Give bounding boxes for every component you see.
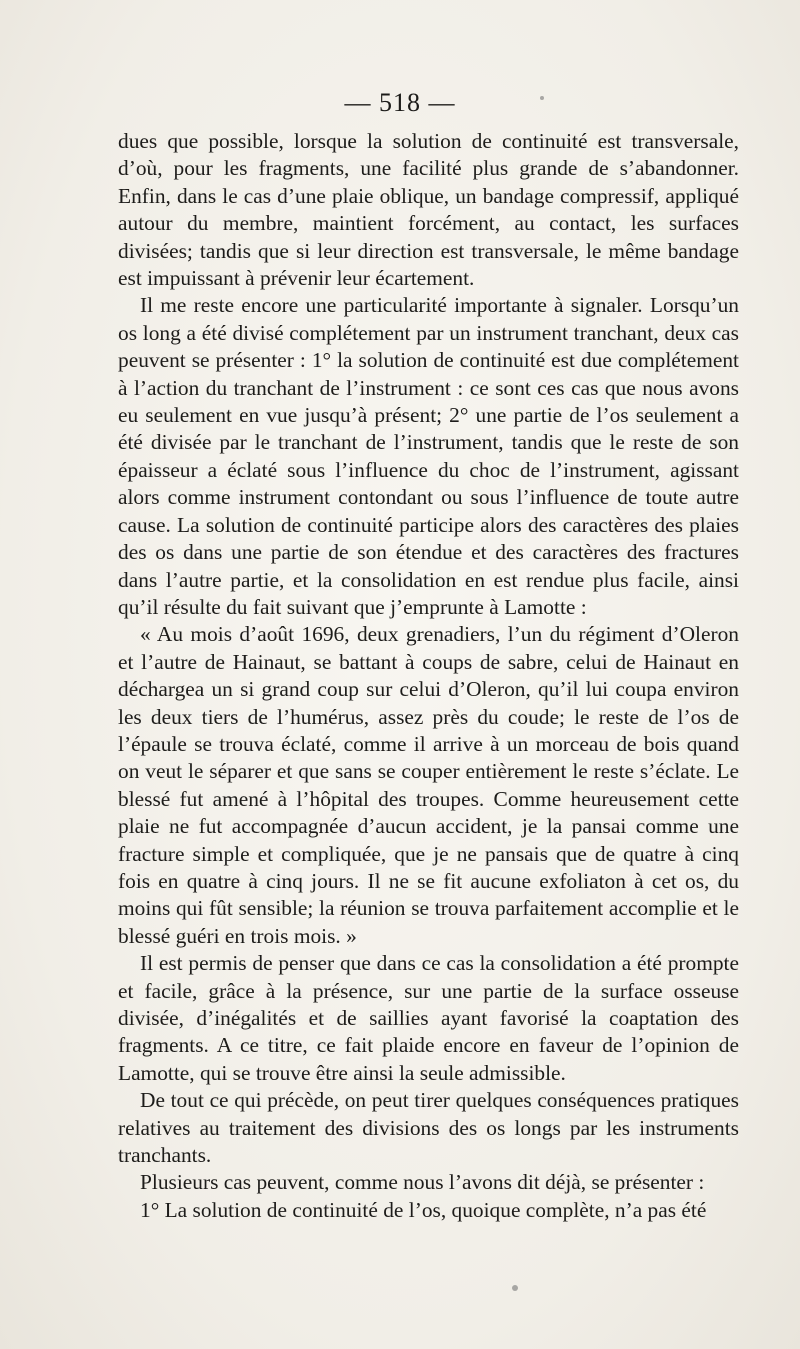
paragraph-2: Il me reste encore une particularité importante à signaler. Lorsqu’un os long a été divisé complétement par un instrument tranchant, deux cas peuvent se présenter : 1° la solution de continuité est due complétement à l’action du tranchant de l’instrument : ce sont ces cas que nous avons eu seulement en vue jusqu’à présent; 2° une partie de l’os seulement a été divisée par le tranchant de l’instrument, tandis que le reste de son épaisseur a éclaté sous l’influence du choc de l’instrument, agissant alors comme instrument contondant ou sous l’influence de toute autre cause. La solution de continuité participe alors des caractères des plaies des os dans une partie de son étendue et des caractères des fractures dans l’autre partie, et la consolidation en est rendue plus facile, ainsi qu’il résulte du fait suivant que j’emprunte à Lamotte : [118, 293, 739, 619]
paper-speck [540, 96, 544, 100]
paper-speck [512, 1285, 518, 1291]
paragraph-7: 1° La solution de continuité de l’os, quoique complète, n’a pas été [140, 1197, 707, 1222]
page-number: — 518 — [344, 88, 456, 117]
body-text [118, 128, 739, 1224]
paragraph-4: Il est permis de penser que dans ce cas la consolidation a été prompte et facile, grâce à la présence, sur une partie de la surface osseuse divisée, d’inégalités et de saillies ayant favorisé la coaptation des fragments. A ce titre, ce fait plaide encore en faveur de l’opinion de Lamotte, qui se trouve être ainsi la seule admissible. [118, 951, 739, 1085]
paragraph-6: Plusieurs cas peuvent, comme nous l’avons dit déjà, se présenter : [140, 1170, 705, 1195]
paragraph-1: dues que possible, lorsque la solution de continuité est transversale, d’où, pour les fragments, une facilité plus grande de s’abandonner. Enfin, dans le cas d’une plaie oblique, un bandage compressif, appliqué autour du membre, maintient forcément, au contact, les surfaces divisées; tandis que si leur direction est transversale, le même bandage est impuissant à prévenir leur écartement. [118, 129, 739, 291]
paragraph-5: De tout ce qui précède, on peut tirer quelques conséquences pratiques relatives au traitement des divisions des os longs par les instruments tranchants. [118, 1088, 739, 1168]
quote-paragraph: « Au mois d’août 1696, deux grenadiers, l’un du régiment d’Oleron et l’autre de Hainaut, se battant à coups de sabre, celui de Hainaut en déchargea un si grand coup sur celui d’Oleron, qu’il lui coupa environ les deux tiers de l’humérus, assez près du coude; le reste de l’os de l’épaule se trouva éclaté, comme il arrive à un morceau de bois quand on veut le séparer et que sans se couper entièrement le reste s’éclate. Le blessé fut amené à l’hôpital des troupes. Comme heureusement cette plaie ne fut accompagnée d’aucun accident, je la pansai comme une fracture simple et compliquée, que je ne pansais que de quatre à cinq fois en quatre à cinq jours. Il ne se fit aucune exfoliaton à cet os, du moins qui fût sensible; la réunion se trouva parfaitement accomplie et le blessé guéri en trois mois. » [118, 622, 739, 948]
